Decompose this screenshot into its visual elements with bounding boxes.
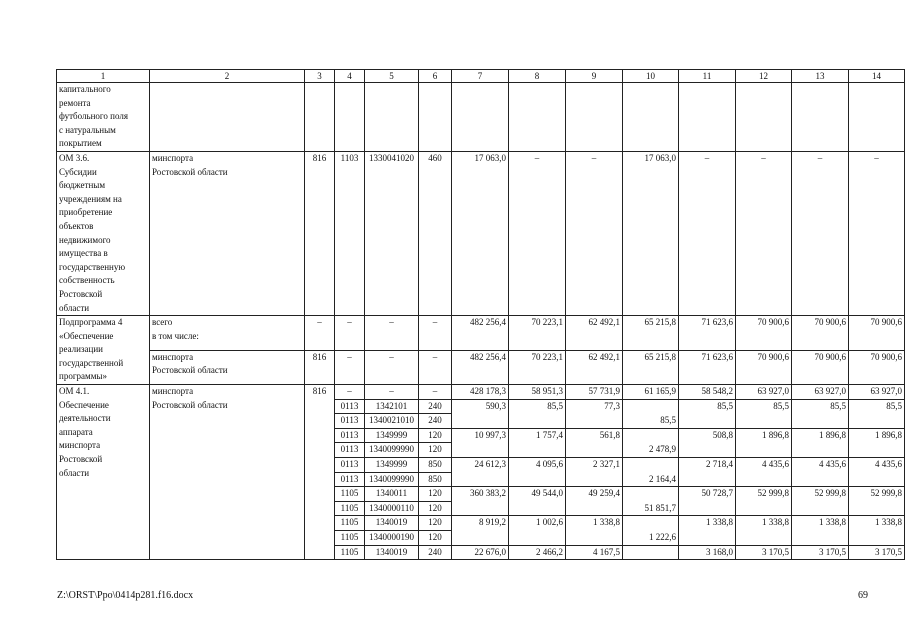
- table-cell: 0113: [335, 399, 365, 414]
- table-cell: 2 466,2: [509, 545, 566, 560]
- table-cell: 50 728,7: [679, 487, 736, 516]
- cell-line: в том числе:: [152, 330, 199, 341]
- table-cell: [419, 83, 452, 152]
- table-cell: 1 002,6: [509, 516, 566, 545]
- table-cell: 51 851,7: [623, 487, 679, 516]
- table-cell: 1 896,8: [736, 428, 792, 457]
- cell-line: области: [59, 467, 90, 478]
- table-cell: 70 223,1: [509, 350, 566, 384]
- cell-line: реализации: [59, 344, 103, 355]
- table-cell: 85,5: [509, 399, 566, 428]
- table-cell: 61 165,9: [623, 385, 679, 400]
- table-cell: 4 167,5: [566, 545, 623, 560]
- table-cell: [849, 83, 905, 152]
- cell-line: «Обеспечение: [59, 330, 114, 341]
- table-row: [57, 83, 905, 152]
- table-cell: [566, 83, 623, 152]
- table-cell: –: [566, 151, 623, 315]
- table-cell: 85,5: [679, 399, 736, 428]
- table-cell: 1340021010: [365, 414, 419, 429]
- table-cell: 4 435,6: [736, 458, 792, 487]
- table-cell: [623, 545, 679, 560]
- cell-line: Ростовской области: [152, 365, 228, 376]
- table-cell: 24 612,3: [452, 458, 509, 487]
- table-cell: 85,5: [736, 399, 792, 428]
- table-cell: –: [365, 350, 419, 384]
- table-cell: 70 900,6: [792, 316, 849, 350]
- table-cell: [452, 83, 509, 152]
- cell-line: Субсидии: [59, 166, 97, 177]
- cell-line: аппарата: [59, 426, 93, 437]
- table-cell: 52 999,8: [849, 487, 905, 516]
- table-cell: 1105: [335, 531, 365, 546]
- cell-line: всего: [152, 317, 173, 328]
- cell-line: Ростовской: [59, 454, 103, 465]
- table-cell: 816: [305, 350, 335, 384]
- table-cell: [365, 83, 419, 152]
- column-number: 13: [792, 70, 849, 83]
- cell-line: минспорта: [59, 440, 101, 451]
- table-cell: 120: [419, 487, 452, 502]
- table-cell: 120: [419, 443, 452, 458]
- column-number: 6: [419, 70, 452, 83]
- table-cell: 58 951,3: [509, 385, 566, 400]
- table-cell: –: [365, 385, 419, 400]
- table-cell: 8 919,2: [452, 516, 509, 545]
- column-number: 5: [365, 70, 419, 83]
- table-cell: 1105: [335, 501, 365, 516]
- cell-line: деятельности: [59, 413, 111, 424]
- table-cell: –: [792, 151, 849, 315]
- table-row: [57, 151, 905, 315]
- column-number: 4: [335, 70, 365, 83]
- table-cell: 85,5: [849, 399, 905, 428]
- table-row: [57, 385, 905, 400]
- table-cell: 3 168,0: [679, 545, 736, 560]
- table-cell: 0113: [335, 472, 365, 487]
- cell-line: капитального: [59, 84, 111, 94]
- row-description: [57, 151, 150, 315]
- table-cell: 3 170,5: [792, 545, 849, 560]
- column-number: 9: [566, 70, 623, 83]
- table-cell: 70 900,6: [736, 316, 792, 350]
- table-cell: 0113: [335, 414, 365, 429]
- table-cell: 1349999: [365, 458, 419, 473]
- table-cell: 2 327,1: [566, 458, 623, 487]
- table-cell: 85,5: [623, 399, 679, 428]
- table-cell: –: [419, 316, 452, 350]
- table-cell: 57 731,9: [566, 385, 623, 400]
- cell-line: Ростовской области: [152, 166, 228, 177]
- table-cell: 70 223,1: [509, 316, 566, 350]
- table-cell: 850: [419, 458, 452, 473]
- table-cell: 1103: [335, 151, 365, 315]
- table-cell: 816: [305, 151, 335, 315]
- table-cell: 3 170,5: [736, 545, 792, 560]
- row-executor: [150, 385, 305, 560]
- table-cell: 1 757,4: [509, 428, 566, 457]
- table-header-row: [57, 70, 905, 83]
- table-cell: 63 927,0: [736, 385, 792, 400]
- row-executor: [150, 151, 305, 315]
- table-cell: 2 718,4: [679, 458, 736, 487]
- row-executor: [150, 316, 305, 350]
- cell-line: Подпрограмма 4: [59, 317, 123, 328]
- table-cell: 1340000110: [365, 501, 419, 516]
- cell-line: Ростовской: [59, 288, 103, 299]
- column-number: 1: [57, 70, 150, 83]
- column-number: 14: [849, 70, 905, 83]
- table-cell: 240: [419, 399, 452, 414]
- table-cell: 70 900,6: [849, 316, 905, 350]
- table-cell: 482 256,4: [452, 316, 509, 350]
- table-cell: 508,8: [679, 428, 736, 457]
- table-cell: 58 548,2: [679, 385, 736, 400]
- table-cell: 4 095,6: [509, 458, 566, 487]
- table-cell: [335, 83, 365, 152]
- table-cell: –: [335, 350, 365, 384]
- table-cell: 70 900,6: [736, 350, 792, 384]
- table-cell: 17 063,0: [623, 151, 679, 315]
- table-cell: 1 338,8: [566, 516, 623, 545]
- table-cell: –: [419, 385, 452, 400]
- cell-line: государственную: [59, 261, 126, 272]
- cell-line: недвижимого: [59, 234, 111, 245]
- footer-page-number: 69: [858, 590, 868, 601]
- table-cell: 4 435,6: [792, 458, 849, 487]
- table-cell: 1340019: [365, 545, 419, 560]
- table-cell: –: [335, 316, 365, 350]
- table-cell: –: [736, 151, 792, 315]
- table-cell: 17 063,0: [452, 151, 509, 315]
- table-cell: [150, 83, 305, 152]
- table-cell: 1 338,8: [679, 516, 736, 545]
- table-cell: 2 478,9: [623, 428, 679, 457]
- table-cell: 120: [419, 531, 452, 546]
- cell-line: Ростовской области: [152, 399, 228, 410]
- table-cell: 65 215,8: [623, 316, 679, 350]
- row-executor: [150, 350, 305, 384]
- table-cell: [736, 83, 792, 152]
- cell-line: минспорта: [152, 152, 194, 163]
- table-cell: 22 676,0: [452, 545, 509, 560]
- row-description: [57, 316, 150, 385]
- cell-line: ремонта: [59, 97, 91, 108]
- cell-line: Обеспечение: [59, 399, 109, 410]
- table-cell: 240: [419, 414, 452, 429]
- table-cell: 63 927,0: [792, 385, 849, 400]
- cell-line: ОМ 4.1.: [59, 386, 90, 397]
- table-cell: 1 338,8: [792, 516, 849, 545]
- table-cell: 52 999,8: [792, 487, 849, 516]
- table-cell: [792, 83, 849, 152]
- cell-line: имущества в: [59, 248, 108, 259]
- table-cell: 1330041020: [365, 151, 419, 315]
- cell-line: приобретение: [59, 207, 113, 218]
- table-cell: 460: [419, 151, 452, 315]
- column-number: 11: [679, 70, 736, 83]
- table-cell: –: [419, 350, 452, 384]
- table-cell: [679, 83, 736, 152]
- table-row: [57, 316, 905, 350]
- footer-file-path: Z:\ORST\Ppo\0414p281.f16.docx: [57, 590, 194, 601]
- table-cell: 1349999: [365, 428, 419, 443]
- table-cell: 1342101: [365, 399, 419, 414]
- cell-line: ОМ 3.6.: [59, 152, 90, 163]
- table-cell: 120: [419, 428, 452, 443]
- table-cell: –: [509, 151, 566, 315]
- table-cell: 3 170,5: [849, 545, 905, 560]
- cell-line: с натуральным: [59, 124, 116, 135]
- cell-line: покрытием: [59, 138, 102, 149]
- table-cell: 1105: [335, 487, 365, 502]
- table-cell: –: [849, 151, 905, 315]
- table-cell: 65 215,8: [623, 350, 679, 384]
- table-cell: 10 997,3: [452, 428, 509, 457]
- table-cell: –: [335, 385, 365, 400]
- table-cell: 62 492,1: [566, 316, 623, 350]
- table-cell: 1 896,8: [849, 428, 905, 457]
- table-cell: 561,8: [566, 428, 623, 457]
- table-cell: 77,3: [566, 399, 623, 428]
- table-cell: 0113: [335, 458, 365, 473]
- table-cell: 360 383,2: [452, 487, 509, 516]
- table-cell: 49 259,4: [566, 487, 623, 516]
- table-cell: 1105: [335, 545, 365, 560]
- table-cell: 1340099990: [365, 443, 419, 458]
- cell-line: минспорта: [152, 386, 194, 397]
- table-cell: 590,3: [452, 399, 509, 428]
- table-cell: 85,5: [792, 399, 849, 428]
- table-cell: 1340099990: [365, 472, 419, 487]
- table-cell: 2 164,4: [623, 458, 679, 487]
- table-cell: 1 896,8: [792, 428, 849, 457]
- table-cell: 482 256,4: [452, 350, 509, 384]
- table-cell: –: [679, 151, 736, 315]
- table-cell: 1105: [335, 516, 365, 531]
- table-cell: 52 999,8: [736, 487, 792, 516]
- table-cell: 1340011: [365, 487, 419, 502]
- table-cell: 1 338,8: [849, 516, 905, 545]
- table-cell: 63 927,0: [849, 385, 905, 400]
- table-cell: 70 900,6: [849, 350, 905, 384]
- column-number: 3: [305, 70, 335, 83]
- table-cell: 816: [305, 385, 335, 560]
- column-number: 10: [623, 70, 679, 83]
- table-cell: –: [305, 316, 335, 350]
- table-cell: 0113: [335, 428, 365, 443]
- table-row: [57, 350, 905, 384]
- table-cell: [623, 83, 679, 152]
- table-cell: 71 623,6: [679, 316, 736, 350]
- column-number: 12: [736, 70, 792, 83]
- cell-line: программы»: [59, 371, 107, 382]
- table-cell: 0113: [335, 443, 365, 458]
- table-cell: 70 900,6: [792, 350, 849, 384]
- cell-line: футбольного поля: [59, 111, 128, 122]
- table-cell: 49 544,0: [509, 487, 566, 516]
- table-cell: –: [365, 316, 419, 350]
- cell-line: объектов: [59, 220, 94, 231]
- column-number: 2: [150, 70, 305, 83]
- table-cell: 850: [419, 472, 452, 487]
- table-cell: 1 222,6: [623, 516, 679, 545]
- row-description: [57, 83, 150, 152]
- table-cell: 428 178,3: [452, 385, 509, 400]
- table-cell: 62 492,1: [566, 350, 623, 384]
- table-cell: 1340019: [365, 516, 419, 531]
- cell-line: учреждениям на: [59, 193, 122, 204]
- cell-line: собственность: [59, 275, 115, 286]
- budget-table: [56, 69, 905, 560]
- table-cell: 120: [419, 501, 452, 516]
- cell-line: минспорта: [152, 351, 194, 362]
- row-description: [57, 385, 150, 560]
- table-cell: 120: [419, 516, 452, 531]
- table-cell: 4 435,6: [849, 458, 905, 487]
- table-cell: [509, 83, 566, 152]
- column-number: 7: [452, 70, 509, 83]
- cell-line: бюджетным: [59, 180, 106, 191]
- table-cell: 71 623,6: [679, 350, 736, 384]
- table-cell: 1 338,8: [736, 516, 792, 545]
- table-cell: 240: [419, 545, 452, 560]
- table-cell: [305, 83, 335, 152]
- column-number: 8: [509, 70, 566, 83]
- table-cell: 1340000190: [365, 531, 419, 546]
- cell-line: области: [59, 302, 90, 313]
- cell-line: государственной: [59, 357, 124, 368]
